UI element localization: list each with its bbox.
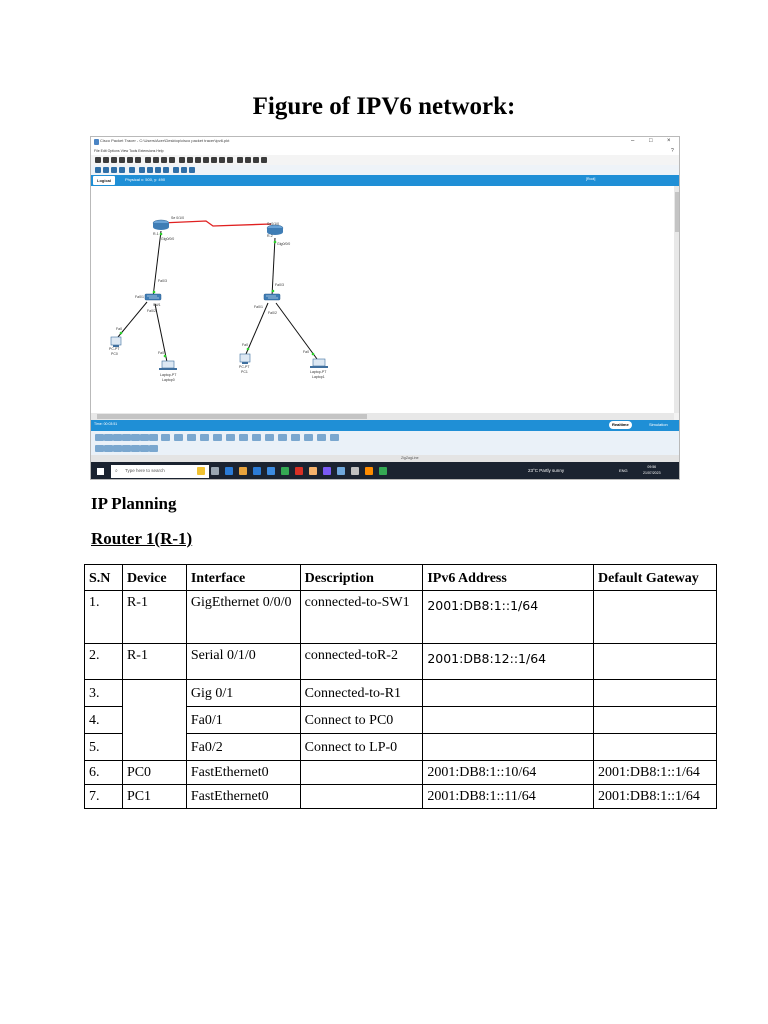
sw2-laptop1-link: [276, 303, 317, 359]
laptop0-model-label: Laptop-PT: [160, 373, 177, 377]
device-type-icon[interactable]: [252, 434, 261, 441]
tab-physical-label: Physical: [125, 177, 140, 182]
laptop0-port-label: Fa0: [158, 351, 165, 355]
tool-icon[interactable]: [139, 167, 145, 173]
sw2-port2-label: Fa0/2: [268, 311, 277, 315]
menu-bar[interactable]: [91, 148, 680, 155]
packet-tracer-screenshot: [90, 136, 680, 480]
device-type-icon[interactable]: [131, 434, 140, 441]
sw1-uplink-label: Fa0/3: [158, 279, 167, 283]
tab-physical[interactable]: [125, 177, 165, 182]
cell-description: [300, 761, 423, 785]
cell-ipv6: 2001:DB8:1::11/64: [423, 785, 594, 809]
sw1-port2-label: Fa0/2: [147, 309, 156, 313]
r2-gig-label: Gig0/0/0: [277, 242, 291, 246]
tool-icon[interactable]: [129, 167, 135, 173]
taskbar-app-icon[interactable]: [253, 467, 261, 475]
pc0-port-label: Fa0: [116, 327, 123, 331]
cell-sn: 3.: [85, 680, 123, 707]
device-type-icon[interactable]: [317, 434, 326, 441]
tool-icon[interactable]: [173, 167, 179, 173]
sw1-name-label: SW1: [153, 303, 161, 307]
pc0-model-label: PC-PT: [109, 347, 120, 351]
device-type-icon[interactable]: [174, 434, 183, 441]
taskbar-app-icon[interactable]: [323, 467, 331, 475]
main-toolbar[interactable]: [91, 155, 680, 165]
toolbar-button-icon[interactable]: [187, 157, 193, 163]
status-text: ZigZagLine: [401, 456, 419, 460]
switch-sw1-icon[interactable]: [145, 294, 161, 300]
device-type-icon[interactable]: [131, 445, 140, 452]
simulation-tab[interactable]: Simulation: [649, 422, 668, 427]
tab-logical[interactable]: Logical: [93, 176, 115, 185]
laptop1-port-label: Fa0: [303, 350, 310, 354]
realtime-button[interactable]: Realtime: [609, 421, 632, 429]
device-type-icon[interactable]: [187, 434, 196, 441]
device-type-icon[interactable]: [149, 445, 158, 452]
device-type-icon[interactable]: [113, 434, 122, 441]
taskbar-clock[interactable]: [643, 464, 661, 476]
cell-device-merged: [122, 680, 186, 761]
cell-description: connected-to-SW1: [300, 591, 423, 644]
toolbar-button-icon[interactable]: [237, 157, 243, 163]
device-type-icon[interactable]: [330, 434, 339, 441]
toolbar-button-icon[interactable]: [111, 157, 117, 163]
root-indicator: [Root]: [586, 177, 596, 181]
device-type-icon[interactable]: [278, 434, 287, 441]
link-light: [120, 332, 123, 335]
table-row: [85, 785, 717, 809]
toolbar-button-icon[interactable]: [153, 157, 159, 163]
device-type-icon[interactable]: [95, 445, 104, 452]
cell-sn: 7.: [85, 785, 123, 809]
device-type-icon[interactable]: [213, 434, 222, 441]
device-type-icon[interactable]: [122, 434, 131, 441]
device-type-icon[interactable]: [104, 445, 113, 452]
tool-icon[interactable]: [147, 167, 153, 173]
topology-diagram: [91, 186, 674, 413]
link-light: [312, 353, 315, 356]
secondary-toolbar[interactable]: [91, 165, 680, 175]
column-header: S.N: [85, 565, 123, 591]
link-light: [164, 355, 167, 358]
search-icon: ⌕: [115, 468, 118, 474]
r1-sw1-link: [153, 231, 161, 297]
device-type-icon[interactable]: [239, 434, 248, 441]
tool-icon[interactable]: [189, 167, 195, 173]
device-type-icon[interactable]: [304, 434, 313, 441]
toolbar-button-icon[interactable]: [145, 157, 151, 163]
cell-ipv6: 2001:DB8:1::1/64: [423, 591, 594, 644]
toolbar-button-icon[interactable]: [103, 157, 109, 163]
column-header: Device: [122, 565, 186, 591]
link-light: [160, 233, 163, 236]
table-header-row: [85, 565, 717, 591]
toolbar-button-icon[interactable]: [135, 157, 141, 163]
toolbar-button-icon[interactable]: [253, 157, 259, 163]
pc0-icon[interactable]: [111, 337, 121, 347]
sw1-pc0-link: [118, 302, 147, 337]
status-bar: [91, 455, 680, 462]
r1-serial-label: Se 0/1/0: [171, 216, 185, 220]
taskbar-search-placeholder: Type here to search: [125, 468, 165, 473]
tool-icon[interactable]: [163, 167, 169, 173]
cell-ipv6: [423, 707, 594, 734]
packet-tracer-icon: [94, 139, 99, 145]
toolbar-button-icon[interactable]: [211, 157, 217, 163]
tool-icon[interactable]: [119, 167, 125, 173]
cell-sn: 4.: [85, 707, 123, 734]
subsection-heading: Router 1(R-1): [91, 529, 193, 548]
language-indicator[interactable]: ENG: [619, 468, 628, 473]
toolbar-button-icon[interactable]: [227, 157, 233, 163]
windows-taskbar: [91, 462, 680, 480]
cell-interface: GigEthernet 0/0/0: [186, 591, 300, 644]
tool-icon[interactable]: [111, 167, 117, 173]
cell-device: R-1: [122, 644, 186, 680]
taskbar-app-icon[interactable]: [211, 467, 219, 475]
document-title: Figure of IPV6 network:: [252, 93, 516, 120]
cell-ipv6: [423, 680, 594, 707]
taskbar-search[interactable]: [111, 465, 209, 478]
sw2-left-label: Fa0/1: [254, 305, 263, 309]
cell-interface: FastEthernet0: [186, 785, 300, 809]
device-type-icon[interactable]: [140, 445, 149, 452]
table-row: [85, 591, 717, 644]
cell-description: Connect to LP-0: [300, 734, 423, 761]
cell-description: connected-toR-2: [300, 644, 423, 680]
device-type-icon[interactable]: [265, 434, 274, 441]
toolbar-button-icon[interactable]: [195, 157, 201, 163]
laptop1-model-label: Laptop-PT: [310, 370, 327, 374]
table-row: [85, 644, 717, 680]
cell-description: [300, 785, 423, 809]
device-type-icon[interactable]: [113, 445, 122, 452]
laptop1-name-label: Laptop1: [312, 375, 325, 379]
help-icon[interactable]: ?: [671, 148, 674, 154]
link-light: [153, 291, 156, 294]
ip-planning-table: [84, 564, 717, 809]
cell-interface: Fa0/2: [186, 734, 300, 761]
cell-interface: Fa0/1: [186, 707, 300, 734]
workspace-tabbar: [91, 175, 680, 186]
section-heading: IP Planning: [91, 494, 177, 513]
window-titlebar: [91, 137, 680, 148]
cell-gateway: [594, 591, 717, 644]
pc1-port-label: Fa0: [242, 343, 249, 347]
cell-sn: 6.: [85, 761, 123, 785]
weather-widget[interactable]: 23°C Partly sunny: [528, 468, 565, 473]
toolbar-button-icon[interactable]: [245, 157, 251, 163]
sw2-pc1-link: [246, 303, 268, 354]
laptop0-name-label: Laptop0: [162, 378, 175, 382]
toolbar-button-icon[interactable]: [169, 157, 175, 163]
cell-gateway: [594, 734, 717, 761]
r2-serial-label: Se0/1/0: [267, 222, 280, 226]
cell-gateway: 2001:DB8:1::1/64: [594, 785, 717, 809]
taskbar-app-icon[interactable]: [351, 467, 359, 475]
cell-gateway: [594, 644, 717, 680]
windows-start-icon[interactable]: [97, 468, 104, 475]
minimize-icon[interactable]: –: [631, 138, 635, 144]
device-type-icon[interactable]: [149, 434, 158, 441]
tab-physical-coords: x: 500, y: 490: [141, 177, 166, 182]
device-type-icon[interactable]: [226, 434, 235, 441]
cell-gateway: [594, 680, 717, 707]
pc0-name-label: PC0: [111, 352, 118, 356]
cell-gateway: 2001:DB8:1::1/64: [594, 761, 717, 785]
taskbar-app-icon[interactable]: [337, 467, 345, 475]
router-r1-icon[interactable]: [153, 220, 169, 230]
tool-icon[interactable]: [95, 167, 101, 173]
link-light: [272, 290, 275, 293]
cell-sn: 2.: [85, 644, 123, 680]
topology-canvas[interactable]: [91, 186, 674, 413]
clock-date: 21/07/2023: [643, 471, 661, 475]
switch-sw2-icon[interactable]: [264, 294, 280, 300]
cell-gateway: [594, 707, 717, 734]
taskbar-app-icon[interactable]: [379, 467, 387, 475]
cell-sn: 5.: [85, 734, 123, 761]
device-type-icon[interactable]: [291, 434, 300, 441]
toolbar-button-icon[interactable]: [203, 157, 209, 163]
taskbar-app-icon[interactable]: [309, 467, 317, 475]
taskbar-app-icon[interactable]: [365, 467, 373, 475]
toolbar-button-icon[interactable]: [119, 157, 125, 163]
cell-description: Connected-to-R1: [300, 680, 423, 707]
sw2-uplink-label: Fa0/3: [275, 283, 284, 287]
close-icon[interactable]: ×: [667, 138, 671, 144]
scroll-thumb[interactable]: [675, 192, 680, 232]
taskbar-app-icon[interactable]: [295, 467, 303, 475]
laptop1-icon[interactable]: [310, 359, 328, 368]
clock-time: 09:56: [647, 465, 657, 469]
sw1-left-label: Fa0/1: [135, 295, 144, 299]
time-bar: [91, 420, 680, 431]
r1-gig-label: Gig0/0/0: [161, 237, 175, 241]
cell-ipv6: 2001:DB8:1::10/64: [423, 761, 594, 785]
taskbar-app-icon[interactable]: [239, 467, 247, 475]
cell-interface: FastEthernet0: [186, 761, 300, 785]
scroll-thumb[interactable]: [97, 414, 367, 419]
device-type-icon[interactable]: [140, 434, 149, 441]
maximize-icon[interactable]: □: [649, 138, 653, 144]
column-header: Description: [300, 565, 423, 591]
cell-device: PC1: [122, 785, 186, 809]
link-light: [274, 241, 277, 244]
device-palette[interactable]: [91, 431, 680, 455]
device-type-icon[interactable]: [161, 434, 170, 441]
tool-icon[interactable]: [155, 167, 161, 173]
toolbar-button-icon[interactable]: [179, 157, 185, 163]
column-header: Interface: [186, 565, 300, 591]
window-title: Cisco Packet Tracer - C:\Users\Acer\Desktop\cisco packet tracer\ipv6.pkt: [100, 138, 230, 143]
device-type-icon[interactable]: [104, 434, 113, 441]
cell-ipv6: 2001:DB8:12::1/64: [423, 644, 594, 680]
link-light: [247, 348, 250, 351]
toolbar-button-icon[interactable]: [261, 157, 267, 163]
tool-icon[interactable]: [103, 167, 109, 173]
cell-sn: 1.: [85, 591, 123, 644]
r2-sw2-link: [272, 238, 275, 296]
pc1-icon[interactable]: [240, 354, 250, 364]
serial-link: [161, 221, 271, 226]
table-row: [85, 761, 717, 785]
pc1-model-label: PC-PT: [239, 365, 250, 369]
cell-interface: Serial 0/1/0: [186, 644, 300, 680]
toolbar-button-icon[interactable]: [127, 157, 133, 163]
tool-icon[interactable]: [181, 167, 187, 173]
pc1-name-label: PC1: [241, 370, 248, 374]
time-display: Time: 00:03:51: [94, 422, 118, 426]
r2-name-label: R-2: [267, 234, 273, 238]
toolbar-button-icon[interactable]: [219, 157, 225, 163]
column-header: Default Gateway: [594, 565, 717, 591]
device-type-icon[interactable]: [95, 434, 104, 441]
laptop0-icon[interactable]: [159, 361, 177, 370]
menu-items[interactable]: File Edit Options View Tools Extensions Help: [94, 149, 164, 153]
cell-ipv6: [423, 734, 594, 761]
column-header: IPv6 Address: [423, 565, 594, 591]
toolbar-button-icon[interactable]: [95, 157, 101, 163]
toolbar-button-icon[interactable]: [161, 157, 167, 163]
cell-interface: Gig 0/1: [186, 680, 300, 707]
cell-description: Connect to PC0: [300, 707, 423, 734]
device-type-icon[interactable]: [122, 445, 131, 452]
cell-device: PC0: [122, 761, 186, 785]
taskbar-app-icon[interactable]: [281, 467, 289, 475]
canvas-horizontal-scrollbar[interactable]: [91, 413, 674, 420]
taskbar-app-icon[interactable]: [225, 467, 233, 475]
canvas-vertical-scrollbar[interactable]: [674, 186, 680, 413]
r1-name-label: R-1: [153, 232, 159, 236]
device-type-icon[interactable]: [200, 434, 209, 441]
taskbar-app-icon[interactable]: [197, 467, 205, 475]
table-row: [85, 680, 717, 707]
taskbar-app-icon[interactable]: [267, 467, 275, 475]
cell-device: R-1: [122, 591, 186, 644]
